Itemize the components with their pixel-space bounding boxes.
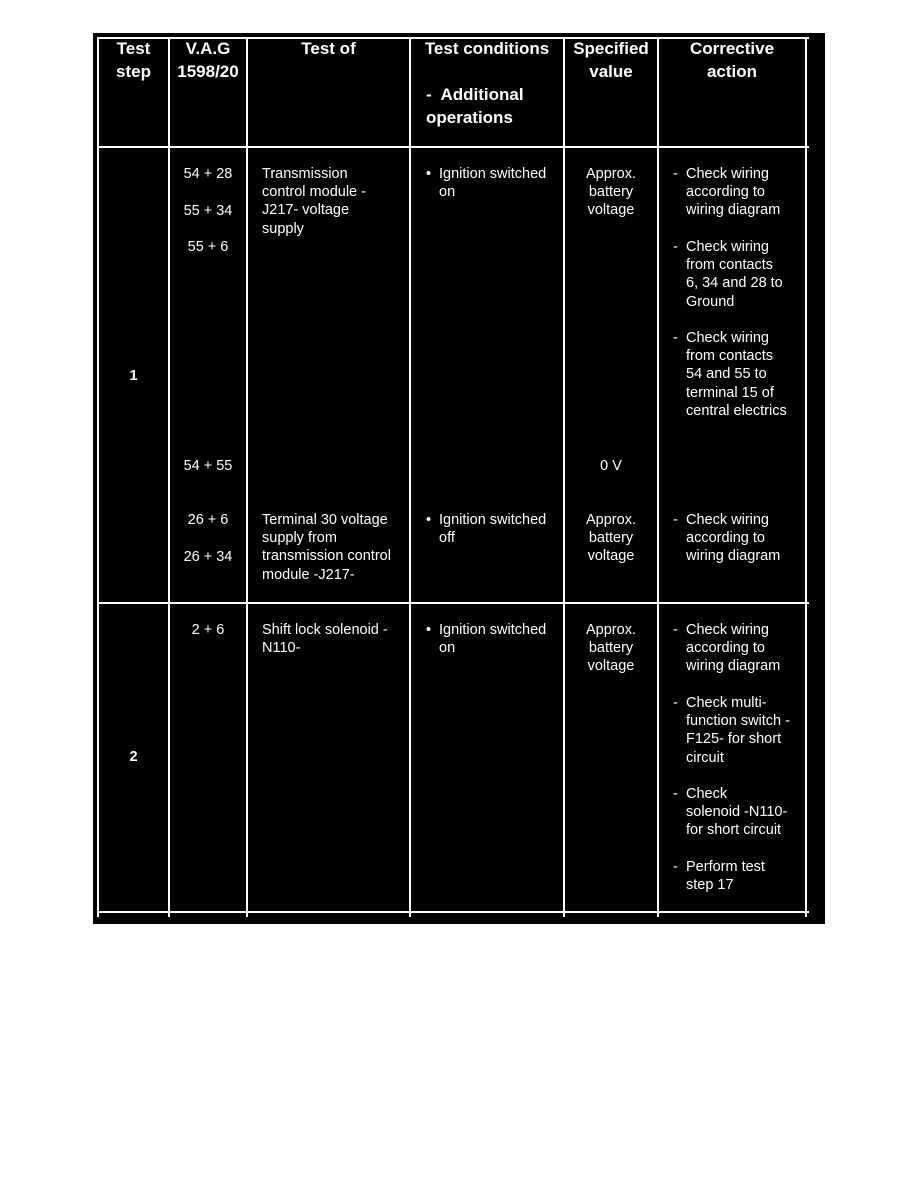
test-of-text: Terminal 30 voltage supply from transmission control module -J217- (262, 512, 391, 583)
specified-value-text: Approx. battery voltage (586, 166, 636, 219)
vag-contacts: 26 + 6 (187, 512, 229, 528)
grid-line (97, 146, 809, 148)
grid-line (97, 911, 809, 913)
vag-contacts: 26 + 34 (183, 549, 233, 565)
specified-value-text: Approx. battery voltage (586, 512, 636, 565)
dash: - (673, 859, 678, 875)
dash: - (673, 330, 678, 346)
specified-value-text: Approx. battery voltage (586, 622, 636, 675)
dash: - (673, 239, 678, 255)
grid-line (246, 37, 248, 917)
header-vag: V.A.G 1598/20 (177, 39, 239, 81)
grid-line (97, 602, 809, 604)
test-of-text: Shift lock solenoid - N110- (262, 622, 388, 657)
dash: - (673, 622, 678, 638)
bullet: • (426, 166, 432, 182)
grid-line (97, 37, 99, 917)
corrective-action-text: Check solenoid -N110- for short circuit (686, 786, 788, 839)
corrective-action-text: Check wiring from contacts 6, 34 and 28 to Ground (686, 239, 783, 310)
grid-line (805, 37, 807, 917)
vag-contacts: 54 + 28 (183, 166, 233, 182)
grid-line (409, 37, 411, 917)
bullet: • (426, 512, 432, 528)
grid-line (657, 37, 659, 917)
test-condition-text: Ignition switched on (439, 622, 547, 657)
bullet: • (426, 622, 432, 638)
dash: - (673, 512, 678, 528)
corrective-action-text: Check multi- function switch - F125- for short circuit (686, 695, 790, 766)
header-additional-operations: - Additional operations (426, 85, 524, 127)
corrective-action-text: Check wiring according to wiring diagram (686, 512, 781, 565)
header-specified-value: Specified value (573, 39, 649, 81)
corrective-action-text: Perform test step 17 (686, 859, 765, 894)
corrective-action-text: Check wiring from contacts 54 and 55 to terminal 15 of central electrics (686, 330, 787, 419)
specified-value-text: 0 V (600, 458, 622, 474)
vag-contacts: 55 + 34 (183, 203, 233, 219)
vag-contacts: 55 + 6 (187, 239, 229, 255)
dash: - (673, 695, 678, 711)
test-step-number: 2 (129, 749, 138, 765)
test-table (93, 33, 825, 924)
header-test-step: Test step (116, 39, 151, 81)
corrective-action-text: Check wiring according to wiring diagram (686, 166, 781, 219)
test-condition-text: Ignition switched on (439, 166, 547, 201)
vag-contacts: 54 + 55 (183, 458, 233, 474)
header-test-of: Test of (301, 39, 356, 58)
test-condition-text: Ignition switched off (439, 512, 547, 547)
header-corrective-action: Corrective action (689, 39, 775, 81)
vag-contacts: 2 + 6 (191, 622, 225, 638)
test-step-number: 1 (129, 368, 138, 384)
test-of-text: Transmission control module - J217- voltage supply (262, 166, 366, 237)
dash: - (673, 786, 678, 802)
dash: - (673, 166, 678, 182)
header-test-conditions: Test conditions (424, 39, 550, 58)
corrective-action-text: Check wiring according to wiring diagram (686, 622, 781, 675)
